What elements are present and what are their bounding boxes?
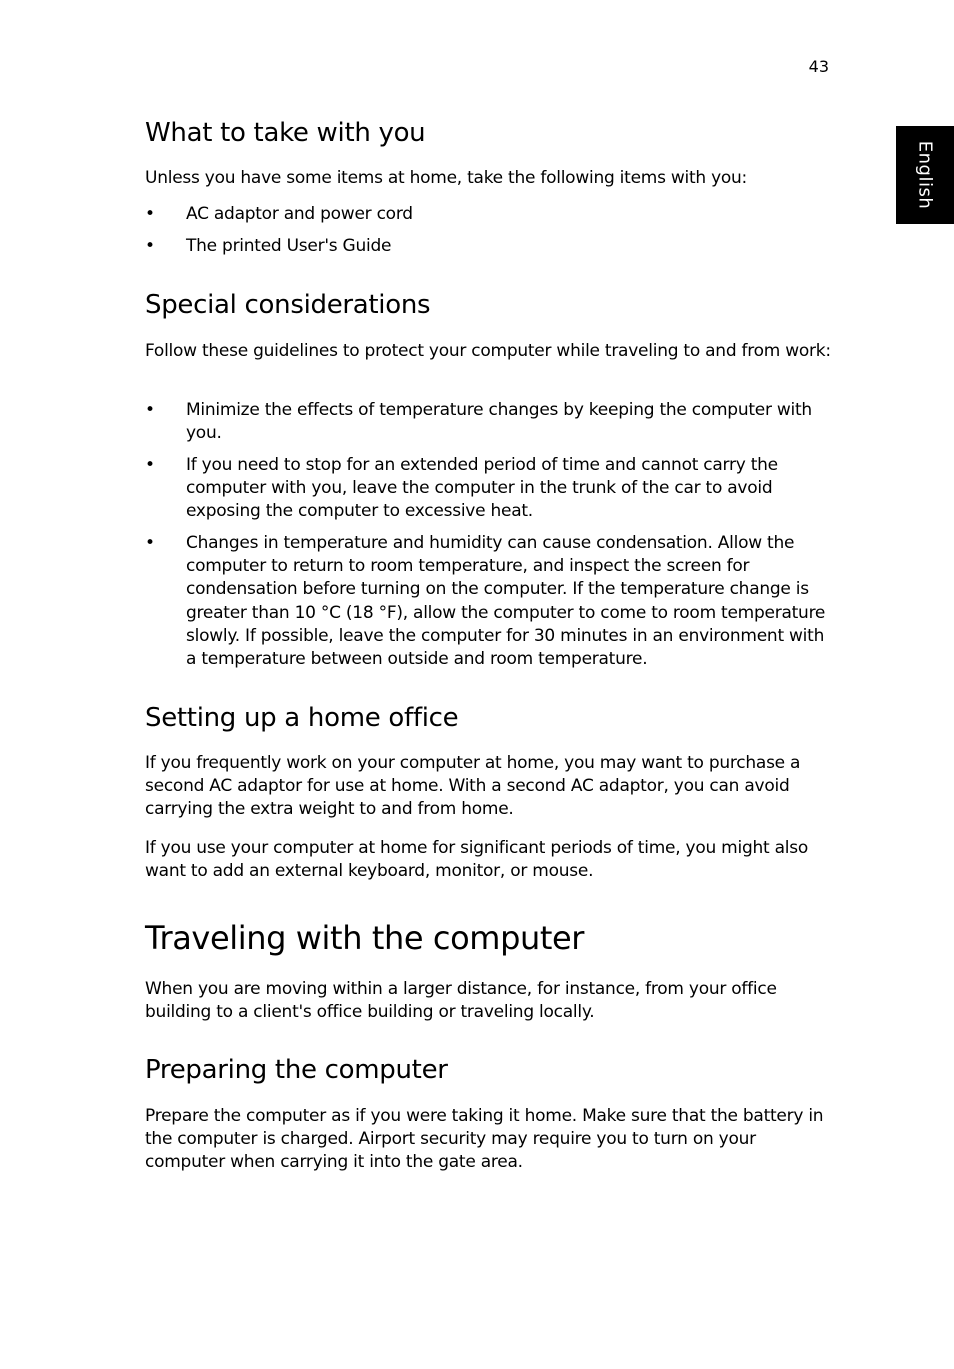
section-heading: Special considerations <box>145 290 431 320</box>
section-intro: Prepare the computer as if you were taking it home. Make sure that the battery in the computer is charged. Airport security may require you to turn on your computer when carrying it into the gate area. <box>145 1106 824 1173</box>
bullet-list <box>145 235 835 258</box>
bullet-icon: • <box>145 533 155 553</box>
bullet-icon: • <box>145 400 155 420</box>
section-intro-wrap <box>145 340 835 363</box>
section-preparing <box>145 1054 835 1086</box>
section-what-to-take <box>145 117 835 149</box>
section-traveling <box>145 918 835 958</box>
section-intro: Follow these guidelines to protect your computer while traveling to and from work: <box>145 341 831 361</box>
chapter-heading: Traveling with the computer <box>145 919 585 957</box>
section-special <box>145 289 835 321</box>
section-heading: What to take with you <box>145 118 426 148</box>
paragraph-wrap <box>145 752 835 822</box>
list-item-text: Minimize the effects of temperature changes by keeping the computer with you. <box>186 400 812 444</box>
language-tab <box>896 126 954 224</box>
section-intro: Unless you have some items at home, take the following items with you: <box>145 168 748 188</box>
list-item <box>145 235 835 258</box>
paragraph: If you use your computer at home for significant periods of time, you might also want to add an external keyboard, monitor, or mouse. <box>145 838 808 882</box>
section-heading: Preparing the computer <box>145 1055 448 1085</box>
section-intro-wrap <box>145 1105 835 1175</box>
bullet-icon: • <box>145 204 155 224</box>
bullet-list <box>145 203 835 226</box>
list-item <box>145 454 835 524</box>
bullet-list <box>145 532 835 671</box>
paragraph-wrap <box>145 837 835 883</box>
section-heading: Setting up a home office <box>145 703 459 733</box>
list-item-text: The printed User's Guide <box>186 236 392 256</box>
bullet-icon: • <box>145 455 155 475</box>
list-item <box>145 532 835 671</box>
section-intro-wrap <box>145 978 835 1024</box>
list-item <box>145 399 835 445</box>
list-item-text: AC adaptor and power cord <box>186 204 413 224</box>
list-item <box>145 203 835 226</box>
list-item-text: If you need to stop for an extended period of time and cannot carry the computer with you, leave the computer in the trunk of the car to avoid exposing the computer to excessive heat. <box>186 455 778 522</box>
section-home-office <box>145 702 835 734</box>
bullet-icon: • <box>145 236 155 256</box>
bullet-list <box>145 399 835 445</box>
list-item-text: Changes in temperature and humidity can cause condensation. Allow the computer to return to room temperature, and inspect the screen for condensation before turning on the computer. If the temperature change is greater than 10 °C (18 °F), allow the computer to come to room temperature slowly. If possible, leave the computer for 30 minutes in an environment with a temperature between outside and room temperature. <box>186 533 826 670</box>
language-tab-label: English <box>914 140 936 210</box>
paragraph: If you frequently work on your computer at home, you may want to purchase a second AC adaptor for use at home. With a second AC adaptor, you can avoid carrying the extra weight to and from home. <box>145 753 801 820</box>
page-number: 43 <box>808 57 829 76</box>
bullet-list <box>145 454 835 524</box>
section-intro: When you are moving within a larger distance, for instance, from your office building to a client's office building or traveling locally. <box>145 979 777 1023</box>
section-intro-wrap <box>145 167 835 190</box>
